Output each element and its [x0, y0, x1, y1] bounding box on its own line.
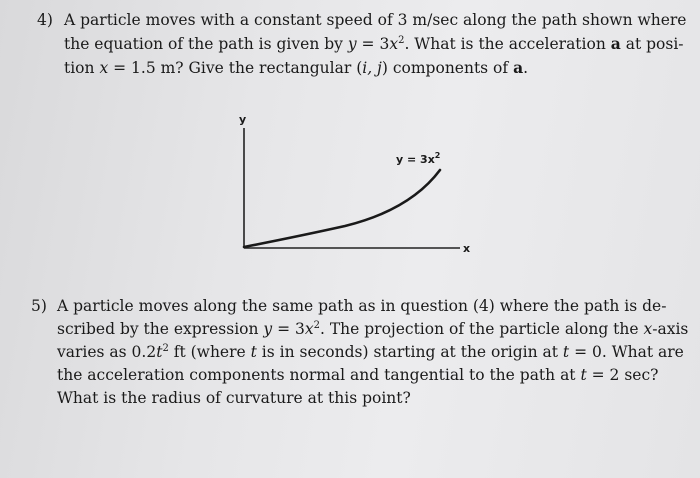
text-line: scribed by the expression $y = 3x^2$. The projection of the particle along the x-axis	[57, 319, 689, 338]
text-line: the acceleration components normal and tangential to the path at t = 2 sec?	[57, 366, 659, 384]
parabola-curve	[244, 170, 440, 247]
text-line: What is the radius of curvature at this point?	[57, 389, 411, 407]
text-line: A particle moves with a constant speed of 3 m/sec along the path shown where	[64, 11, 687, 29]
text-line: varies as $0.2t^2$ ft (where t is in seconds) starting at the origin at t = 0. What are	[57, 342, 684, 361]
question-5-text	[57, 295, 688, 410]
question-4-number: 4)	[37, 11, 53, 29]
text-line: the equation of the path is given by $y = 3x^2$. What is the acceleration a at posi-	[64, 34, 684, 53]
y-axis-label: y	[239, 113, 247, 126]
question-5	[31, 295, 688, 410]
x-axis-label: x	[463, 242, 471, 255]
question-5-number: 5)	[31, 297, 47, 315]
text-line: A particle moves along the same path as in question (4) where the path is de-	[57, 297, 667, 315]
text-line: tion x = 1.5 m? Give the rectangular (i, j) components of a.	[64, 58, 529, 77]
curve-equation-label: $y = 3x^2$	[396, 151, 441, 166]
